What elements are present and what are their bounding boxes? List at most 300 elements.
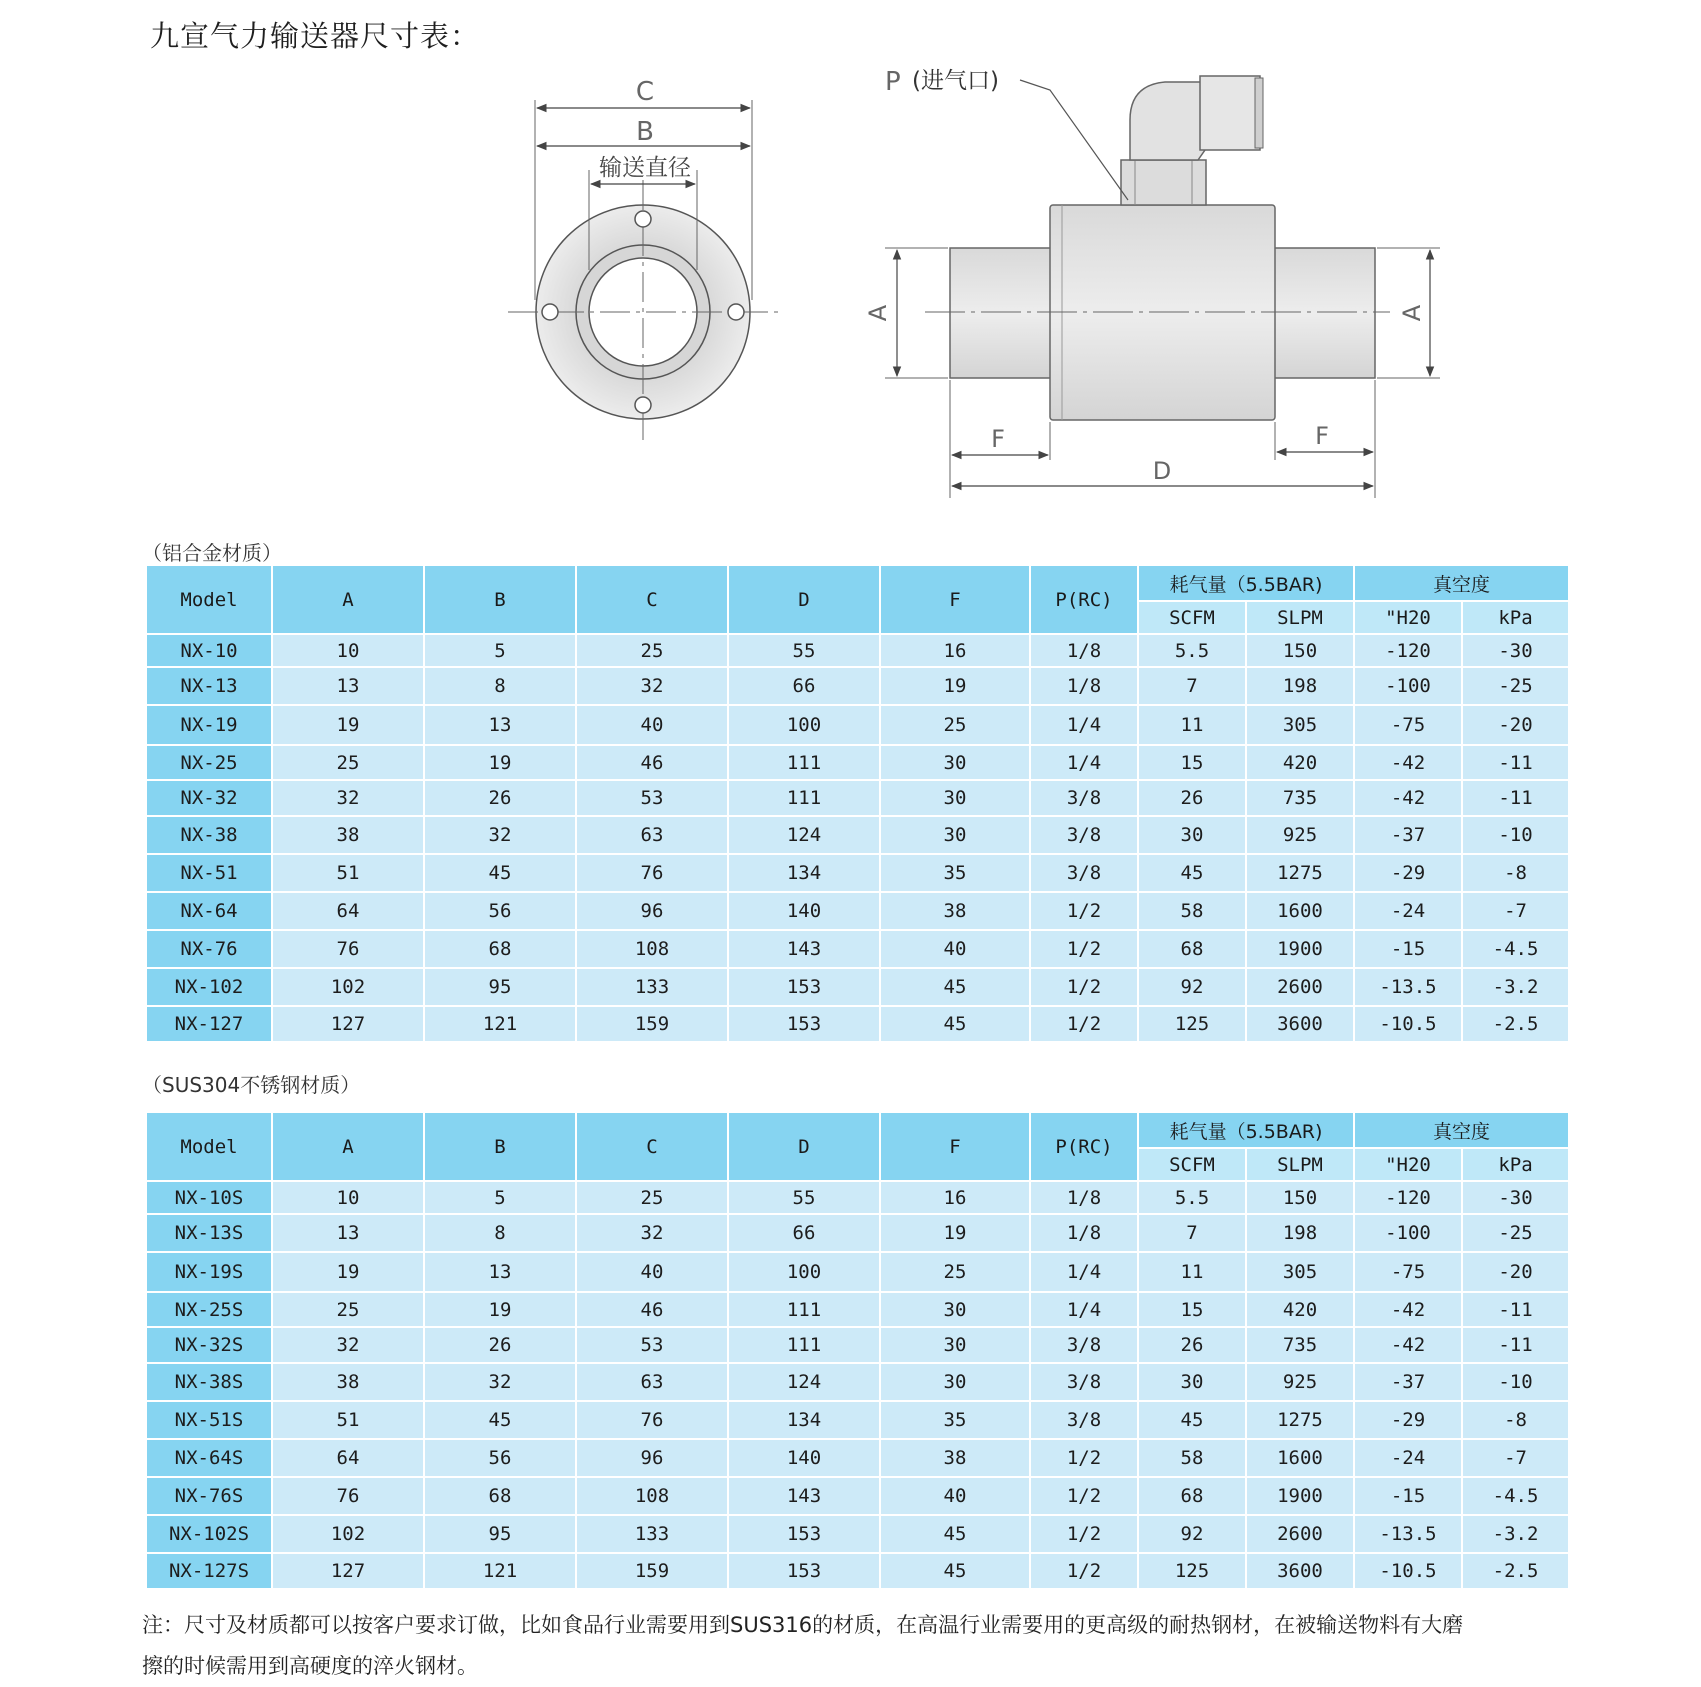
cell-kpa: -11 bbox=[1462, 745, 1569, 780]
cell-kpa: -3.2 bbox=[1462, 1515, 1569, 1553]
cell-b: 19 bbox=[424, 1292, 576, 1327]
cell-a: 64 bbox=[272, 892, 424, 930]
cell-model: NX-64 bbox=[146, 892, 272, 930]
cell-a: 38 bbox=[272, 1363, 424, 1401]
cell-scfm: 125 bbox=[1138, 1006, 1246, 1042]
cell-a: 19 bbox=[272, 705, 424, 745]
table-row bbox=[146, 1439, 1569, 1477]
cell-c: 96 bbox=[576, 892, 728, 930]
bolt-hole-top bbox=[635, 211, 651, 227]
cell-b: 5 bbox=[424, 634, 576, 667]
col-f: F bbox=[880, 565, 1030, 634]
cell-scfm: 92 bbox=[1138, 968, 1246, 1006]
label-p: P bbox=[885, 67, 901, 97]
cell-b: 26 bbox=[424, 780, 576, 816]
cell-c: 133 bbox=[576, 968, 728, 1006]
cell-h2o: -10.5 bbox=[1354, 1553, 1462, 1589]
cell-model: NX-76S bbox=[146, 1477, 272, 1515]
cell-d: 124 bbox=[728, 816, 880, 854]
cell-f: 25 bbox=[880, 1252, 1030, 1292]
col-h2o: "H20 bbox=[1354, 1148, 1462, 1181]
cell-kpa: -2.5 bbox=[1462, 1553, 1569, 1589]
cell-kpa: -20 bbox=[1462, 705, 1569, 745]
cell-p: 1/2 bbox=[1030, 1553, 1138, 1589]
cell-model: NX-19S bbox=[146, 1252, 272, 1292]
col-model: Model bbox=[146, 1112, 272, 1181]
cell-c: 159 bbox=[576, 1553, 728, 1589]
cell-slpm: 1600 bbox=[1246, 892, 1354, 930]
fitting-nut bbox=[1121, 160, 1206, 205]
label-f-right: F bbox=[1315, 422, 1329, 450]
cell-h2o: -75 bbox=[1354, 705, 1462, 745]
cell-kpa: -8 bbox=[1462, 1401, 1569, 1439]
cell-scfm: 30 bbox=[1138, 1363, 1246, 1401]
cell-slpm: 1900 bbox=[1246, 1477, 1354, 1515]
cell-scfm: 45 bbox=[1138, 854, 1246, 892]
cell-model: NX-51S bbox=[146, 1401, 272, 1439]
cell-model: NX-38 bbox=[146, 816, 272, 854]
cell-f: 45 bbox=[880, 1006, 1030, 1042]
page-title: 九宣气力输送器尺寸表： bbox=[150, 19, 481, 53]
cell-slpm: 1600 bbox=[1246, 1439, 1354, 1477]
table-row bbox=[146, 1363, 1569, 1401]
cell-d: 66 bbox=[728, 1214, 880, 1252]
cell-scfm: 11 bbox=[1138, 1252, 1246, 1292]
cell-a: 51 bbox=[272, 854, 424, 892]
aluminum-rows bbox=[146, 634, 1569, 1042]
cell-slpm: 3600 bbox=[1246, 1006, 1354, 1042]
cell-a: 102 bbox=[272, 1515, 424, 1553]
cell-d: 140 bbox=[728, 892, 880, 930]
cell-model: NX-38S bbox=[146, 1363, 272, 1401]
col-scfm: SCFM bbox=[1138, 601, 1246, 634]
cell-f: 35 bbox=[880, 1401, 1030, 1439]
table-row bbox=[146, 1477, 1569, 1515]
table-row bbox=[146, 1006, 1569, 1042]
col-kpa: kPa bbox=[1462, 601, 1569, 634]
table-row bbox=[146, 968, 1569, 1006]
cell-b: 45 bbox=[424, 1401, 576, 1439]
cell-model: NX-25 bbox=[146, 745, 272, 780]
cell-slpm: 1900 bbox=[1246, 930, 1354, 968]
cell-h2o: -100 bbox=[1354, 1214, 1462, 1252]
cell-p: 1/2 bbox=[1030, 1477, 1138, 1515]
cell-f: 30 bbox=[880, 1327, 1030, 1363]
cell-model: NX-25S bbox=[146, 1292, 272, 1327]
cell-c: 63 bbox=[576, 1363, 728, 1401]
cell-slpm: 420 bbox=[1246, 1292, 1354, 1327]
col-d: D bbox=[728, 1112, 880, 1181]
cell-p: 1/8 bbox=[1030, 1214, 1138, 1252]
cell-h2o: -37 bbox=[1354, 816, 1462, 854]
cell-a: 13 bbox=[272, 667, 424, 705]
bolt-hole-right bbox=[728, 304, 744, 320]
table-row bbox=[146, 1214, 1569, 1252]
cell-f: 38 bbox=[880, 1439, 1030, 1477]
cell-h2o: -24 bbox=[1354, 1439, 1462, 1477]
cell-f: 16 bbox=[880, 1181, 1030, 1214]
cell-c: 32 bbox=[576, 1214, 728, 1252]
pipe-left bbox=[950, 248, 1060, 378]
cell-h2o: -15 bbox=[1354, 1477, 1462, 1515]
label-a-right: A bbox=[1398, 304, 1426, 322]
cell-f: 30 bbox=[880, 780, 1030, 816]
dimension-drawing bbox=[0, 0, 1701, 520]
side-view bbox=[864, 67, 1440, 498]
cell-p: 1/4 bbox=[1030, 745, 1138, 780]
cell-h2o: -15 bbox=[1354, 930, 1462, 968]
cell-f: 30 bbox=[880, 1363, 1030, 1401]
cell-kpa: -10 bbox=[1462, 816, 1569, 854]
cell-slpm: 1275 bbox=[1246, 1401, 1354, 1439]
cell-slpm: 925 bbox=[1246, 1363, 1354, 1401]
cell-a: 13 bbox=[272, 1214, 424, 1252]
cell-slpm: 735 bbox=[1246, 1327, 1354, 1363]
cell-a: 64 bbox=[272, 1439, 424, 1477]
cell-b: 45 bbox=[424, 854, 576, 892]
cell-h2o: -42 bbox=[1354, 745, 1462, 780]
cell-p: 3/8 bbox=[1030, 816, 1138, 854]
cell-p: 1/8 bbox=[1030, 634, 1138, 667]
footnote-line-2: 擦的时候需用到高硬度的淬火钢材。 bbox=[142, 1654, 478, 1678]
cell-model: NX-102 bbox=[146, 968, 272, 1006]
cell-p: 1/4 bbox=[1030, 1252, 1138, 1292]
table-row bbox=[146, 930, 1569, 968]
label-d: D bbox=[1152, 457, 1172, 485]
cell-scfm: 45 bbox=[1138, 1401, 1246, 1439]
cell-d: 100 bbox=[728, 705, 880, 745]
cell-kpa: -4.5 bbox=[1462, 1477, 1569, 1515]
elbow-fitting bbox=[1130, 82, 1205, 160]
cell-model: NX-19 bbox=[146, 705, 272, 745]
col-slpm: SLPM bbox=[1246, 601, 1354, 634]
cell-d: 111 bbox=[728, 1292, 880, 1327]
cell-slpm: 198 bbox=[1246, 1214, 1354, 1252]
cell-d: 153 bbox=[728, 1515, 880, 1553]
cell-kpa: -20 bbox=[1462, 1252, 1569, 1292]
cell-c: 25 bbox=[576, 1181, 728, 1214]
cell-p: 3/8 bbox=[1030, 780, 1138, 816]
cell-d: 153 bbox=[728, 968, 880, 1006]
cell-a: 127 bbox=[272, 1553, 424, 1589]
table-row bbox=[146, 1327, 1569, 1363]
cell-p: 1/2 bbox=[1030, 930, 1138, 968]
table-row bbox=[146, 892, 1569, 930]
cell-f: 30 bbox=[880, 816, 1030, 854]
table-row bbox=[146, 634, 1569, 667]
cell-b: 13 bbox=[424, 705, 576, 745]
cell-slpm: 150 bbox=[1246, 1181, 1354, 1214]
cell-a: 32 bbox=[272, 1327, 424, 1363]
cell-model: NX-32S bbox=[146, 1327, 272, 1363]
cell-c: 40 bbox=[576, 1252, 728, 1292]
cell-scfm: 7 bbox=[1138, 1214, 1246, 1252]
cell-slpm: 305 bbox=[1246, 705, 1354, 745]
cell-model: NX-32 bbox=[146, 780, 272, 816]
cell-scfm: 58 bbox=[1138, 892, 1246, 930]
cell-d: 140 bbox=[728, 1439, 880, 1477]
cell-h2o: -42 bbox=[1354, 1327, 1462, 1363]
cell-d: 124 bbox=[728, 1363, 880, 1401]
label-f-left: F bbox=[991, 425, 1005, 453]
cell-a: 51 bbox=[272, 1401, 424, 1439]
cell-h2o: -37 bbox=[1354, 1363, 1462, 1401]
cell-h2o: -120 bbox=[1354, 634, 1462, 667]
aluminum-spec-table bbox=[145, 564, 1570, 1043]
table-row bbox=[146, 816, 1569, 854]
cell-p: 1/8 bbox=[1030, 1181, 1138, 1214]
col-p: P(RC) bbox=[1030, 1112, 1138, 1181]
cell-f: 30 bbox=[880, 745, 1030, 780]
table-row bbox=[146, 1292, 1569, 1327]
cell-slpm: 305 bbox=[1246, 1252, 1354, 1292]
label-inlet: (进气口) bbox=[912, 68, 999, 94]
cell-h2o: -29 bbox=[1354, 1401, 1462, 1439]
cell-a: 32 bbox=[272, 780, 424, 816]
cell-slpm: 198 bbox=[1246, 667, 1354, 705]
cell-slpm: 925 bbox=[1246, 816, 1354, 854]
cell-b: 32 bbox=[424, 816, 576, 854]
cell-scfm: 68 bbox=[1138, 930, 1246, 968]
cell-d: 100 bbox=[728, 1252, 880, 1292]
cell-model: NX-102S bbox=[146, 1515, 272, 1553]
table-row bbox=[146, 705, 1569, 745]
cell-a: 25 bbox=[272, 745, 424, 780]
cell-f: 45 bbox=[880, 1515, 1030, 1553]
cell-kpa: -7 bbox=[1462, 892, 1569, 930]
cell-b: 68 bbox=[424, 1477, 576, 1515]
col-air-consumption: 耗气量（5.5BAR) bbox=[1138, 1112, 1354, 1148]
cell-model: NX-10 bbox=[146, 634, 272, 667]
cell-a: 10 bbox=[272, 1181, 424, 1214]
cell-b: 95 bbox=[424, 1515, 576, 1553]
label-a-left: A bbox=[864, 304, 892, 322]
cell-scfm: 15 bbox=[1138, 1292, 1246, 1327]
cell-f: 16 bbox=[880, 634, 1030, 667]
cell-slpm: 2600 bbox=[1246, 1515, 1354, 1553]
bolt-hole-left bbox=[542, 304, 558, 320]
cell-kpa: -7 bbox=[1462, 1439, 1569, 1477]
col-b: B bbox=[424, 565, 576, 634]
cell-p: 1/2 bbox=[1030, 1515, 1138, 1553]
table-row bbox=[146, 667, 1569, 705]
col-vacuum: 真空度 bbox=[1354, 1112, 1569, 1148]
cell-d: 66 bbox=[728, 667, 880, 705]
cell-kpa: -11 bbox=[1462, 1292, 1569, 1327]
cell-p: 3/8 bbox=[1030, 1363, 1138, 1401]
cell-scfm: 58 bbox=[1138, 1439, 1246, 1477]
cell-f: 45 bbox=[880, 1553, 1030, 1589]
cell-slpm: 420 bbox=[1246, 745, 1354, 780]
cell-a: 10 bbox=[272, 634, 424, 667]
cell-d: 134 bbox=[728, 1401, 880, 1439]
table-row bbox=[146, 854, 1569, 892]
cell-kpa: -3.2 bbox=[1462, 968, 1569, 1006]
cell-c: 96 bbox=[576, 1439, 728, 1477]
cell-d: 153 bbox=[728, 1006, 880, 1042]
cell-h2o: -13.5 bbox=[1354, 1515, 1462, 1553]
cell-d: 143 bbox=[728, 930, 880, 968]
cell-scfm: 5.5 bbox=[1138, 634, 1246, 667]
cell-kpa: -10 bbox=[1462, 1363, 1569, 1401]
cell-f: 45 bbox=[880, 968, 1030, 1006]
cell-c: 46 bbox=[576, 1292, 728, 1327]
cell-b: 68 bbox=[424, 930, 576, 968]
col-d: D bbox=[728, 565, 880, 634]
footnote bbox=[142, 1605, 1582, 1687]
cell-h2o: -120 bbox=[1354, 1181, 1462, 1214]
cell-b: 13 bbox=[424, 1252, 576, 1292]
cell-f: 25 bbox=[880, 705, 1030, 745]
cell-kpa: -11 bbox=[1462, 780, 1569, 816]
cell-model: NX-13 bbox=[146, 667, 272, 705]
cell-scfm: 5.5 bbox=[1138, 1181, 1246, 1214]
col-p: P(RC) bbox=[1030, 565, 1138, 634]
cell-d: 111 bbox=[728, 1327, 880, 1363]
cell-c: 53 bbox=[576, 1327, 728, 1363]
col-a: A bbox=[272, 565, 424, 634]
col-b: B bbox=[424, 1112, 576, 1181]
cell-slpm: 3600 bbox=[1246, 1553, 1354, 1589]
cell-scfm: 26 bbox=[1138, 780, 1246, 816]
col-a: A bbox=[272, 1112, 424, 1181]
cell-c: 46 bbox=[576, 745, 728, 780]
cell-p: 1/2 bbox=[1030, 1439, 1138, 1477]
table-row bbox=[146, 1553, 1569, 1589]
cell-b: 5 bbox=[424, 1181, 576, 1214]
cell-d: 55 bbox=[728, 634, 880, 667]
stainless-rows bbox=[146, 1181, 1569, 1589]
cell-model: NX-127 bbox=[146, 1006, 272, 1042]
cell-scfm: 11 bbox=[1138, 705, 1246, 745]
cell-c: 108 bbox=[576, 930, 728, 968]
cell-h2o: -42 bbox=[1354, 780, 1462, 816]
cell-c: 32 bbox=[576, 667, 728, 705]
cell-h2o: -10.5 bbox=[1354, 1006, 1462, 1042]
cell-h2o: -24 bbox=[1354, 892, 1462, 930]
cell-p: 1/4 bbox=[1030, 705, 1138, 745]
col-c: C bbox=[576, 1112, 728, 1181]
cell-a: 102 bbox=[272, 968, 424, 1006]
col-scfm: SCFM bbox=[1138, 1148, 1246, 1181]
cell-scfm: 125 bbox=[1138, 1553, 1246, 1589]
cell-p: 3/8 bbox=[1030, 1327, 1138, 1363]
bolt-hole-bottom bbox=[635, 397, 651, 413]
front-view bbox=[508, 77, 778, 442]
cell-scfm: 15 bbox=[1138, 745, 1246, 780]
cell-kpa: -4.5 bbox=[1462, 930, 1569, 968]
push-connector bbox=[1200, 76, 1260, 150]
cell-kpa: -11 bbox=[1462, 1327, 1569, 1363]
cell-c: 53 bbox=[576, 780, 728, 816]
cell-f: 35 bbox=[880, 854, 1030, 892]
stainless-spec-table bbox=[145, 1111, 1570, 1590]
cell-slpm: 1275 bbox=[1246, 854, 1354, 892]
table-row bbox=[146, 1252, 1569, 1292]
cell-b: 8 bbox=[424, 1214, 576, 1252]
table-row bbox=[146, 1515, 1569, 1553]
aluminum-caption: （铝合金材质） bbox=[142, 541, 282, 565]
cell-a: 25 bbox=[272, 1292, 424, 1327]
table-row bbox=[146, 780, 1569, 816]
cell-b: 8 bbox=[424, 667, 576, 705]
cell-p: 1/8 bbox=[1030, 667, 1138, 705]
cell-h2o: -42 bbox=[1354, 1292, 1462, 1327]
cell-d: 111 bbox=[728, 780, 880, 816]
cell-scfm: 7 bbox=[1138, 667, 1246, 705]
cell-b: 56 bbox=[424, 892, 576, 930]
col-f: F bbox=[880, 1112, 1030, 1181]
cell-f: 19 bbox=[880, 1214, 1030, 1252]
cell-p: 1/2 bbox=[1030, 968, 1138, 1006]
cell-p: 1/4 bbox=[1030, 1292, 1138, 1327]
cell-a: 38 bbox=[272, 816, 424, 854]
cell-c: 159 bbox=[576, 1006, 728, 1042]
cell-model: NX-127S bbox=[146, 1553, 272, 1589]
cell-a: 76 bbox=[272, 930, 424, 968]
cell-p: 3/8 bbox=[1030, 1401, 1138, 1439]
cell-d: 134 bbox=[728, 854, 880, 892]
cell-f: 19 bbox=[880, 667, 1030, 705]
cell-c: 133 bbox=[576, 1515, 728, 1553]
cell-h2o: -100 bbox=[1354, 667, 1462, 705]
label-b: B bbox=[636, 117, 654, 147]
cell-slpm: 735 bbox=[1246, 780, 1354, 816]
cell-h2o: -13.5 bbox=[1354, 968, 1462, 1006]
stainless-caption: （SUS304不锈钢材质） bbox=[142, 1073, 361, 1097]
cell-h2o: -75 bbox=[1354, 1252, 1462, 1292]
cell-c: 76 bbox=[576, 1401, 728, 1439]
cell-b: 121 bbox=[424, 1553, 576, 1589]
cell-p: 1/2 bbox=[1030, 892, 1138, 930]
cell-model: NX-51 bbox=[146, 854, 272, 892]
cell-model: NX-64S bbox=[146, 1439, 272, 1477]
cell-a: 76 bbox=[272, 1477, 424, 1515]
table-row bbox=[146, 745, 1569, 780]
cell-p: 1/2 bbox=[1030, 1006, 1138, 1042]
table-row bbox=[146, 1181, 1569, 1214]
cell-scfm: 26 bbox=[1138, 1327, 1246, 1363]
cell-model: NX-10S bbox=[146, 1181, 272, 1214]
cell-kpa: -2.5 bbox=[1462, 1006, 1569, 1042]
cell-c: 108 bbox=[576, 1477, 728, 1515]
cell-b: 121 bbox=[424, 1006, 576, 1042]
cell-d: 55 bbox=[728, 1181, 880, 1214]
label-c: C bbox=[635, 77, 655, 107]
cell-a: 127 bbox=[272, 1006, 424, 1042]
cell-c: 25 bbox=[576, 634, 728, 667]
cell-scfm: 92 bbox=[1138, 1515, 1246, 1553]
cell-d: 143 bbox=[728, 1477, 880, 1515]
col-vacuum: 真空度 bbox=[1354, 565, 1569, 601]
cell-kpa: -25 bbox=[1462, 1214, 1569, 1252]
col-h2o: "H20 bbox=[1354, 601, 1462, 634]
cell-kpa: -30 bbox=[1462, 1181, 1569, 1214]
cell-kpa: -30 bbox=[1462, 634, 1569, 667]
col-c: C bbox=[576, 565, 728, 634]
cell-b: 26 bbox=[424, 1327, 576, 1363]
cell-d: 111 bbox=[728, 745, 880, 780]
cell-kpa: -25 bbox=[1462, 667, 1569, 705]
col-air-consumption: 耗气量（5.5BAR) bbox=[1138, 565, 1354, 601]
cell-scfm: 30 bbox=[1138, 816, 1246, 854]
cell-b: 32 bbox=[424, 1363, 576, 1401]
pipe-right bbox=[1265, 248, 1375, 378]
footnote-line-1: 注：尺寸及材质都可以按客户要求订做，比如食品行业需要用到SUS316的材质，在高温行业需要用的更高级的耐热钢材，在被输送物料有大磨 bbox=[142, 1613, 1464, 1637]
cell-c: 76 bbox=[576, 854, 728, 892]
col-model: Model bbox=[146, 565, 272, 634]
cell-f: 38 bbox=[880, 892, 1030, 930]
